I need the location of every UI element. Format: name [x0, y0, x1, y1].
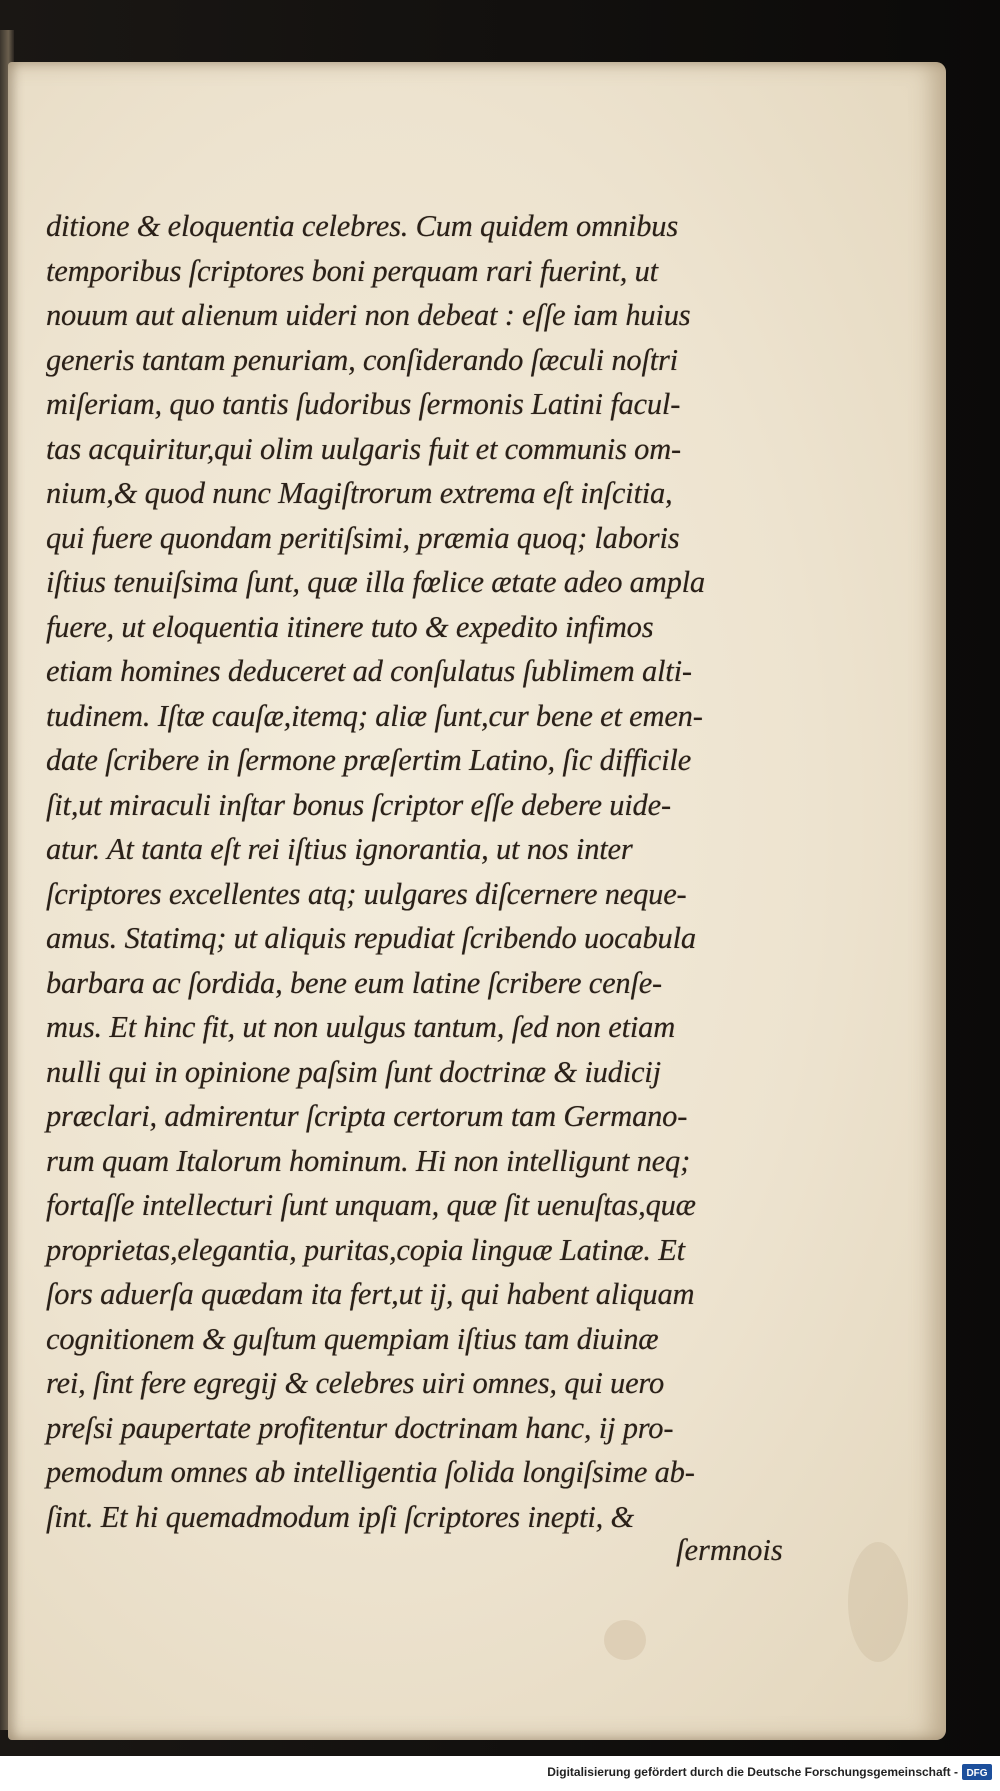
paper-stain — [604, 1620, 646, 1660]
text-line: barbara ac ſordida, bene eum latine ſcribere cenſe- — [46, 965, 663, 1000]
text-line: etiam homines deduceret ad conſulatus ſublimem alti- — [46, 654, 692, 688]
catchword: ſermnois — [676, 1533, 783, 1567]
text-line: generis tantam penuriam, conſiderando ſæculi noſtri — [46, 342, 678, 377]
text-line: nium,& quod nunc Magiſtrorum extrema eſt inſcitia, — [46, 476, 673, 510]
text-line: ſors aduerſa quædam ita fert,ut ij, qui habent aliquam — [46, 1277, 695, 1311]
text-line: ditione & eloquentia celebres. Cum quidem omnibus — [46, 209, 679, 243]
text-line: nouum aut alienum uideri non debeat : eſſe iam huius — [46, 298, 691, 332]
funding-credit: Digitalisierung gefördert durch die Deutsche Forschungsgemeinschaft - — [547, 1765, 958, 1779]
dfg-logo-icon — [962, 1764, 992, 1780]
text-line: ſcriptores excellentes atq; uulgares diſcernere neque- — [46, 876, 687, 911]
text-line: fortaſſe intellecturi ſunt unquam, quæ ſit uenuſtas,quæ — [46, 1188, 696, 1222]
text-line: ſit,ut miraculi inſtar bonus ſcriptor eſſe debere uide- — [46, 787, 671, 822]
text-line: rum quam Italorum hominum. Hi non intelligunt neq; — [46, 1143, 691, 1178]
text-line: temporibus ſcriptores boni perquam rari fuerint, ut — [46, 253, 658, 288]
text-line: preſsi paupertate profitentur doctrinam hanc, ij pro- — [46, 1410, 674, 1445]
text-line: pemodum omnes ab intelligentia ſolida longiſsime ab- — [46, 1455, 695, 1489]
text-line: ſint. Et hi quemadmodum ipſi ſcriptores inepti, & — [46, 1499, 635, 1534]
svg-text:DFG: DFG — [966, 1768, 988, 1779]
text-line: qui fuere quondam peritiſsimi, præmia quoq; laboris — [46, 520, 680, 555]
text-line: amus. Statimq; ut aliquis repudiat ſcribendo uocabula — [46, 921, 696, 955]
text-line: tudinem. Iſtæ cauſæ,itemq; aliæ ſunt,cur bene et emen- — [46, 698, 703, 733]
text-line: miſeriam, quo tantis ſudoribus ſermonis Latini facul- — [46, 387, 681, 421]
digitization-footer — [0, 1756, 1000, 1791]
text-line: mus. Et hinc fit, ut non uulgus tantum, ſed non etiam — [46, 1010, 676, 1044]
text-line: atur. At tanta eſt rei iſtius ignorantia, ut nos inter — [46, 832, 633, 866]
text-line: iſtius tenuiſsima ſunt, quæ illa fœlice ætate adeo ampla — [46, 565, 705, 599]
text-line: rei, ſint fere egregij & celebres uiri omnes, qui uero — [46, 1366, 664, 1400]
text-line: nulli qui in opinione paſsim ſunt doctrinæ & iudicij — [46, 1054, 661, 1089]
text-line: date ſcribere in ſermone præſertim Latino, ſic difficile — [46, 743, 692, 777]
text-line: tas acquiritur,qui olim uulgaris fuit et communis om- — [46, 431, 681, 466]
text-line: proprietas,elegantia, puritas,copia linguæ Latinæ. Et — [46, 1232, 685, 1267]
text-line: fuere, ut eloquentia itinere tuto & expedito infimos — [46, 609, 654, 644]
book-page — [8, 62, 946, 1740]
text-line: præclari, admirentur ſcripta certorum tam Germano- — [46, 1099, 688, 1133]
body-text — [46, 204, 826, 1539]
paper-stain — [848, 1542, 908, 1662]
text-line: cognitionem & guſtum quempiam iſtius tam diuinæ — [46, 1321, 659, 1356]
